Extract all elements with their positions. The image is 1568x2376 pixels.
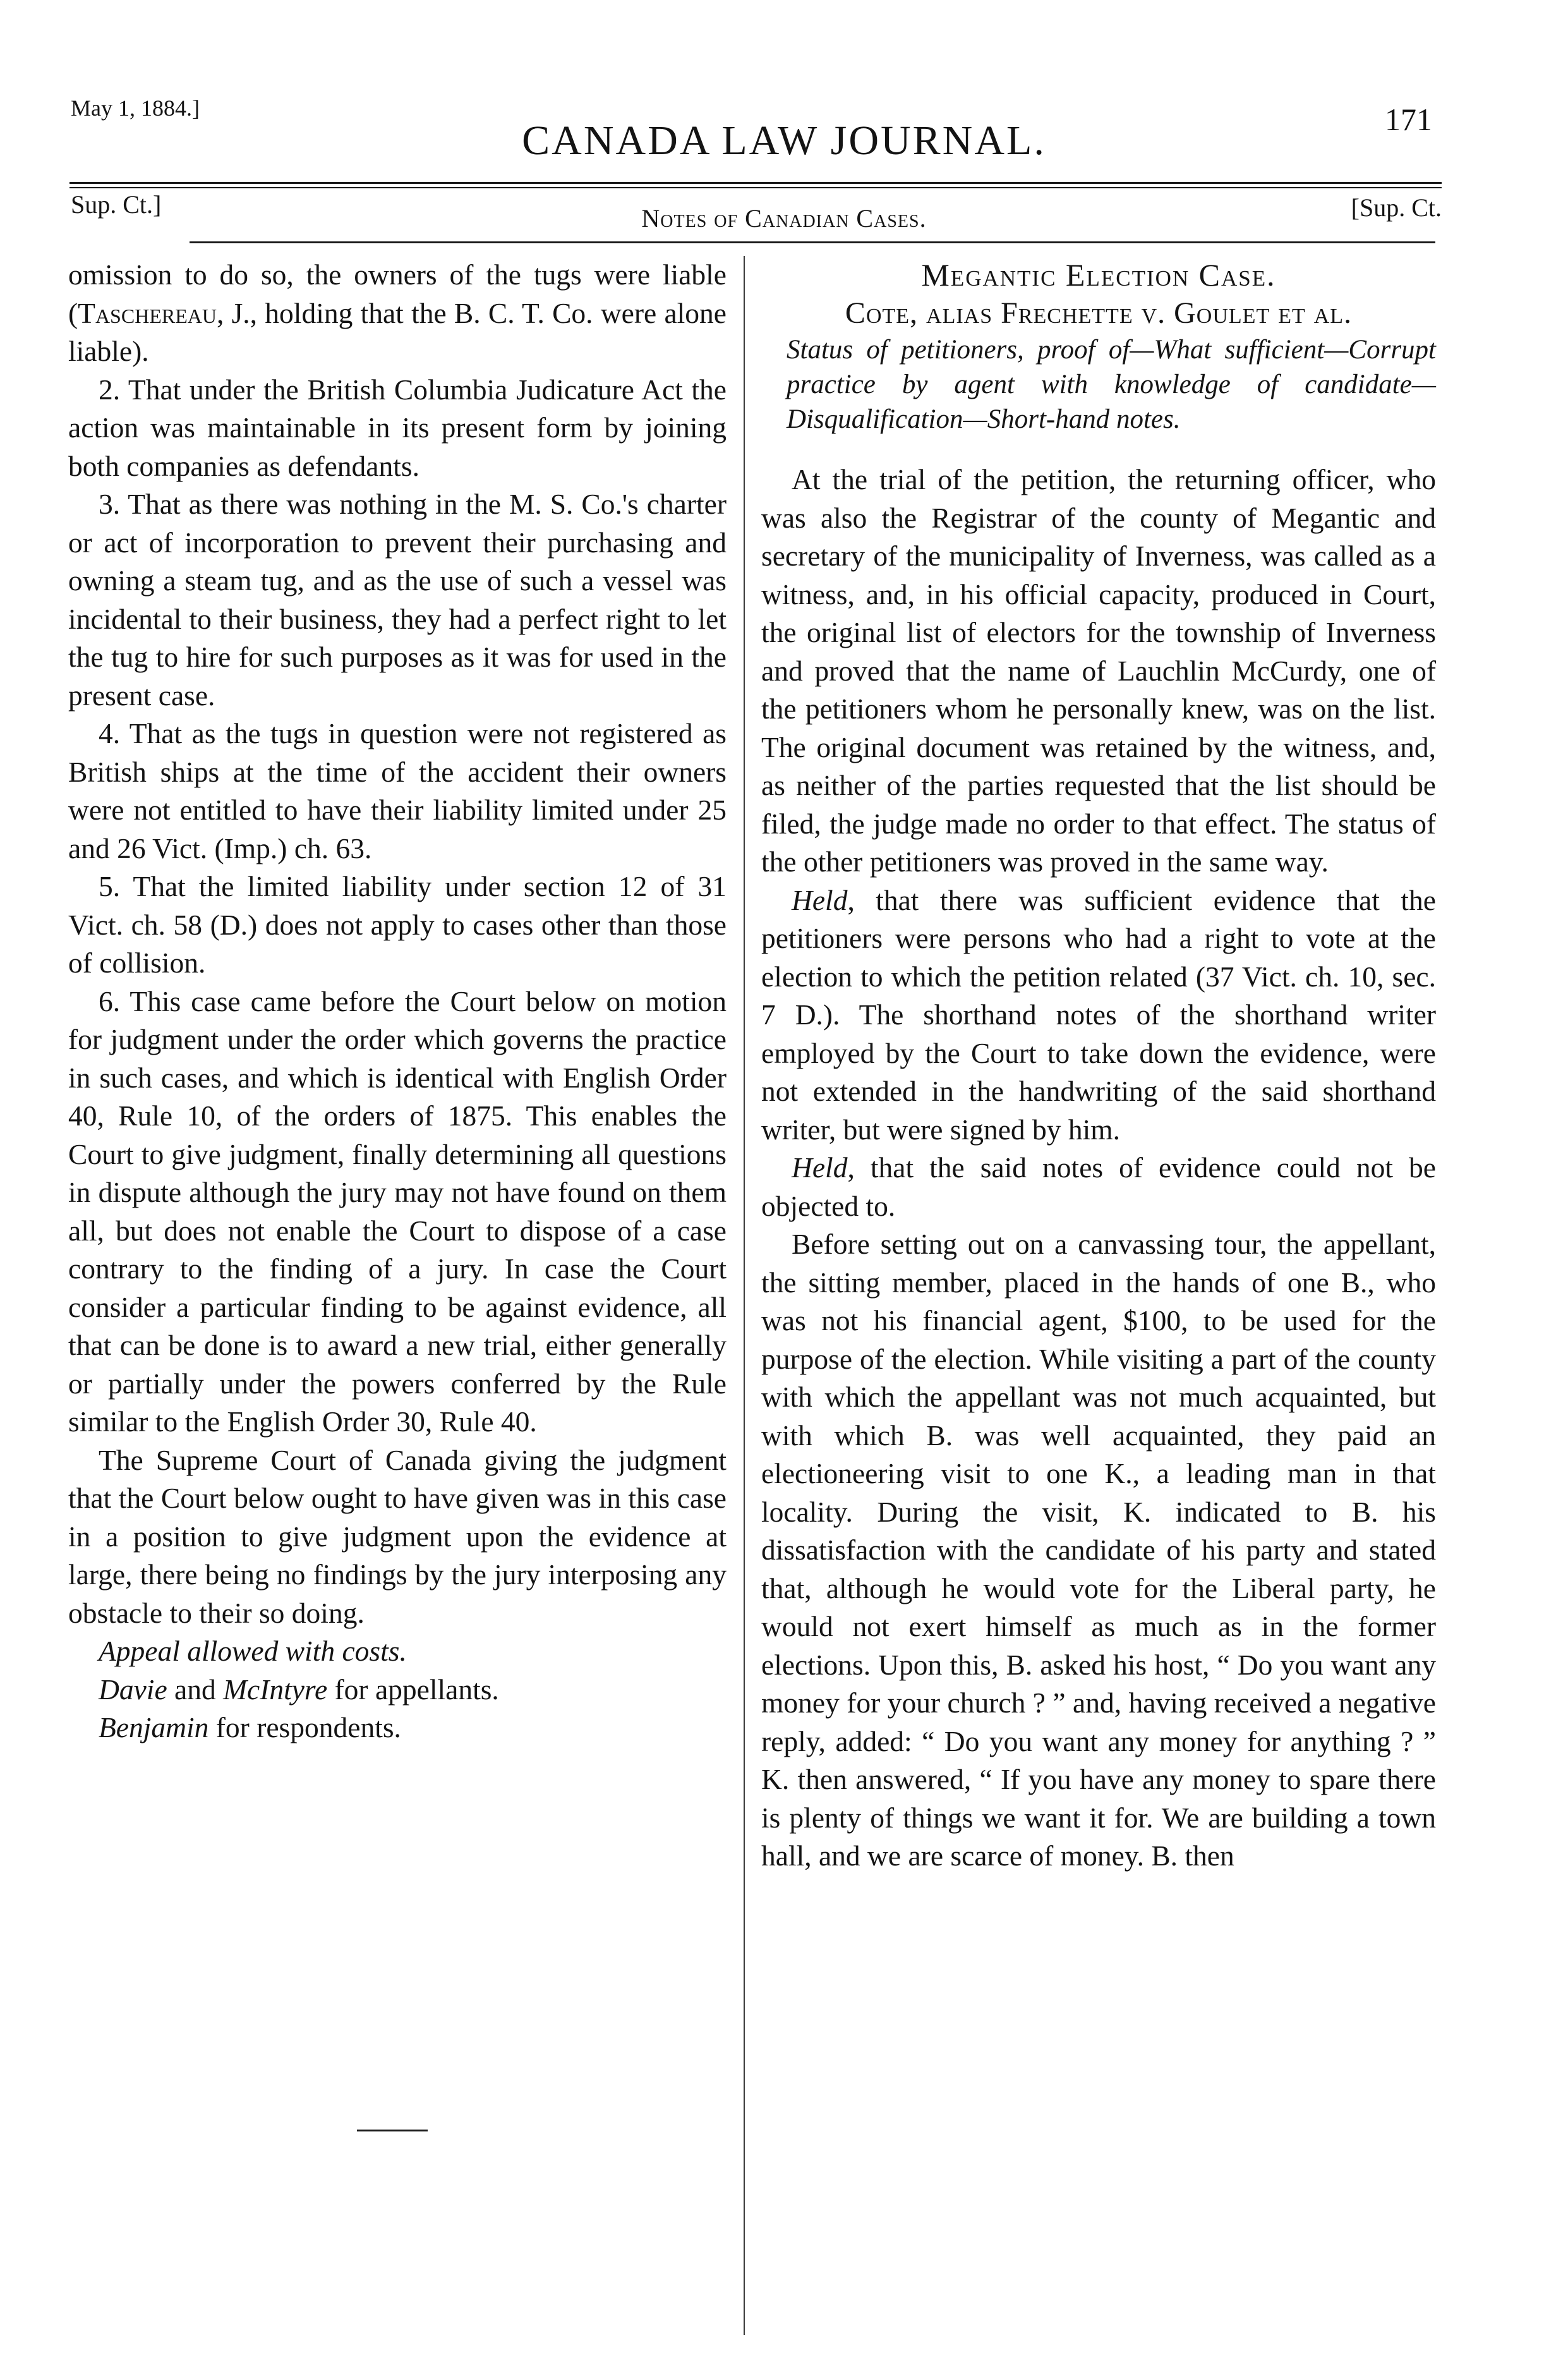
left-para-4: 4. That as the tugs in question were not registered as British ships at the time of the accident their owners were not entitled to have their liability limited under 25 and 26 Vict. (Imp.) ch. 63. xyxy=(68,717,727,864)
section-right-label: [Sup. Ct. xyxy=(1351,193,1442,222)
header-double-rule xyxy=(69,182,1442,188)
page-number: 171 xyxy=(1385,102,1432,137)
right-column xyxy=(761,256,1436,1876)
left-para-6: 6. This case came before the Court below on motion for judgment under the order which governs the practice in such cases, and which is identical with English Order 40, Rule 10, of the orders of 1875. This enables the Court to give judgment, finally determining all questions in dispute although the jury may not have found on them all, but does not enable the Court to dispose of a case contrary to the finding of a jury. In case the Court consider a particular finding to be against evidence, all that can be done is to award a new trial, either generally or partially under the powers conferred by the Rule similar to the English Order 30, Rule 40. xyxy=(68,985,727,1438)
section-left-label: Sup. Ct.] xyxy=(71,190,162,219)
right-para-1: At the trial of the petition, the returning officer, who was also the Registrar of the county of Megantic and secretary of the municipality of Inverness, was called as a witness, and, in his official capacity, produced in Court, the original list of electors for the township of Inverness and proved that the name of Lauchlin McCurdy, one of the petitioners whom he personally knew, was on the list. The original document was retained by the witness, and, as neither of the parties requested that the list should be filed, the judge made no order to that effect. The status of the other petitioners was proved in the same way. xyxy=(761,463,1436,878)
left-para-2: 2. That under the British Columbia Judicature Act the action was maintainable in its present form by joining both companies as defendants. xyxy=(68,373,727,482)
left-para-7: The Supreme Court of Canada giving the judgment that the Court below ought to have given was in this case in a position to give judgment upon the evidence at large, there being no findings by the jury interposing any obstacle to their so doing. xyxy=(68,1443,727,1629)
appeal-result: Appeal allowed with costs. xyxy=(99,1635,407,1667)
issue-date: May 1, 1884.] xyxy=(71,95,200,121)
left-para-1: omission to do so, the owners of the tugs were liable (Taschereau, J., holding that the B. C. T. Co. were alone liable). xyxy=(68,258,727,367)
right-held-1: Held, that there was sufficient evidence that the petitioners were persons who had a right to vote at the election to which the petition related (37 Vict. ch. 10, sec. 7 D.). The shorthand notes of the shorthand writer employed by the Court to take down the evidence, were not extended in the handwriting of the said shorthand writer, but were signed by him. xyxy=(761,883,1436,1146)
journal-title: CANADA LAW JOURNAL. xyxy=(522,118,1046,164)
counsel-appellants: Davie and McIntyre for appellants. xyxy=(99,1673,499,1706)
left-para-5: 5. That the limited liability under section 12 of 31 Vict. ch. 58 (D.) does not apply to cases other than those of collision. xyxy=(68,870,727,979)
case-headnote: Status of petitioners, proof of—What sufficient—Corrupt practice by agent with knowledge of candidate—Disqualification—Short-hand notes. xyxy=(787,335,1436,434)
case-parties: Cote, alias Frechette v. Goulet et al. xyxy=(845,296,1353,330)
counsel-respondents: Benjamin for respondents. xyxy=(99,1711,401,1743)
right-held-2: Held, that the said notes of evidence could not be objected to. xyxy=(761,1151,1436,1222)
right-para-2: Before setting out on a canvassing tour, the appellant, the sitting member, placed in the hands of one B., who was not his financial agent, $100, to be used for the purpose of the election. While visiting a part of the county with which the appellant was not much acquainted, but with which B. was well acquainted, they paid an electioneering visit to one K., a leading man in that locality. During the visit, K. indicated to B. his dissatisfaction with the candidate of his party and stated that, although he would vote for the Liberal party, he would not exert himself as much as in the former elections. Upon this, B. asked his host, “ Do you want any money for your church ? ” and, having received a negative reply, added: “ Do you want any money for anything ? ” K. then answered, “ If you have any money to spare there is plenty of things we want it for. We are building a town hall, and we are scarce of money. B. then xyxy=(761,1228,1436,1872)
header-rule xyxy=(190,241,1435,243)
section-title: Notes of Canadian Cases. xyxy=(641,204,927,233)
left-para-3: 3. That as there was nothing in the M. S. Co.'s charter or act of incorporation to prevent their purchasing and owning a steam tug, and as the use of such a vessel was incidental to their business, they had a perfect right to let the tug to hire for such purposes as it was for used in the present case. xyxy=(68,488,727,712)
left-column xyxy=(68,256,727,1747)
end-rule xyxy=(357,2130,428,2131)
case-title: Megantic Election Case. xyxy=(921,257,1276,293)
column-divider xyxy=(744,256,745,2335)
judge-name: Taschereau xyxy=(78,296,217,329)
